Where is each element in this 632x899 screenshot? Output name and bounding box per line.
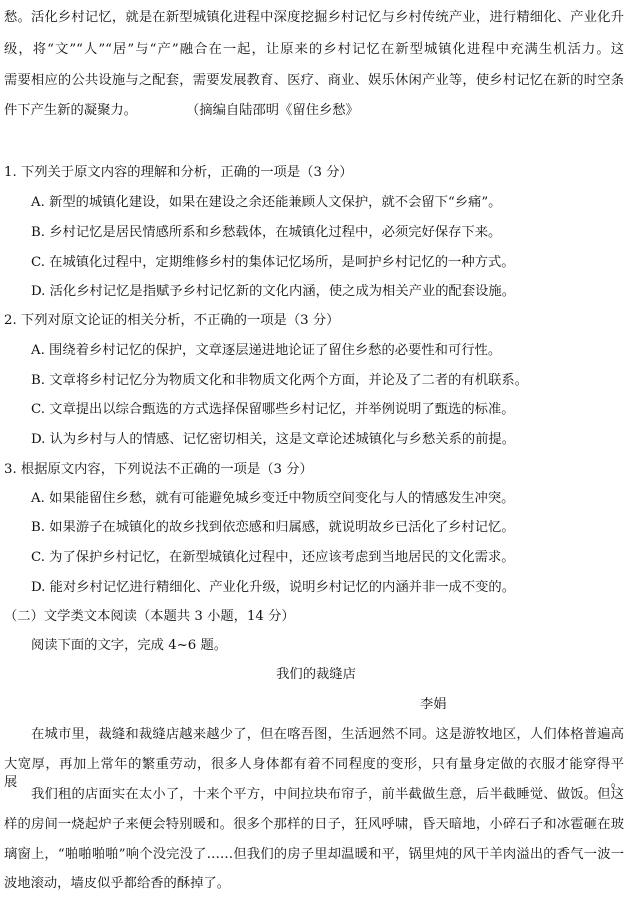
option-b: B. 乡村记忆是居民情感所系和乡愁载体，在城镇化过程中，必须完好保存下来。 <box>31 225 502 240</box>
option-b: B. 如果游子在城镇化的故乡找到依恋感和归属感，就说明故乡已活化了乡村记忆。 <box>31 520 515 535</box>
option-a: A. 围绕着乡村记忆的保护，文章逐层递进地论证了留住乡愁的必要性和可行性。 <box>31 343 502 358</box>
story-line: 样的房间一烧起炉子来便会特别暖和。很多个那样的日子，狂风呼啸，昏天暗地，小碎石子和冰雹砸在玻 <box>4 817 624 832</box>
option-c: C. 为了保护乡村记忆，在新型城镇化过程中，还应该考虑到当地居民的文化需求。 <box>31 550 515 565</box>
story-line: 我们租的店面实在太小了，十来个平方，中间拉块布帘子，前半截做生意，后半截睡觉、做饭。但这 <box>31 787 624 802</box>
option-d: D. 活化乡村记忆是指赋予乡村记忆新的文化内涵，使之成为相关产业的配套设施。 <box>31 284 516 299</box>
story-line: 大宽厚，再加上常年的繁重劳动，很多人身体都有着不同程度的变形，只有量身定做的衣服才能穿得平展。 <box>4 757 624 790</box>
passage-line: 愁。活化乡村记忆，就是在新型城镇化进程中深度挖掘乡村记忆与乡村传统产业，进行精细化、产业化升 <box>4 10 624 25</box>
option-c: C. 文章提出以综合甄选的方式选择保留哪些乡村记忆，并举例说明了甄选的标准。 <box>31 402 515 417</box>
section-instruction: 阅读下面的文字，完成 4~6 题。 <box>31 638 228 653</box>
question-stem: 1. 下列关于原文内容的理解和分析，正确的一项是（3 分） <box>4 165 353 180</box>
question-stem: 2. 下列对原文论证的相关分析，不正确的一项是（3 分） <box>4 313 340 328</box>
passage-line: 级，将“文”“人”“居”与“产”融合在一起，让原来的乡村记忆在新型城镇化进程中充满生机活力。这 <box>4 42 624 57</box>
section-heading: （二）文学类文本阅读（本题共 3 小题，14 分） <box>4 609 295 624</box>
option-d: D. 能对乡村记忆进行精细化、产业化升级，说明乡村记忆的内涵并非一成不变的。 <box>31 580 516 595</box>
option-a: A. 新型的城镇化建设，如果在建设之余还能兼顾人文保护，就不会留下“乡痛”。 <box>31 195 502 210</box>
story-line: 在城市里，裁缝和裁缝店越来越少了，但在喀吾图，生活迥然不同。这是游牧地区，人们体格普遍高 <box>31 727 624 742</box>
passage-line: 需要相应的公共设施与之配套，需要发展教育、医疗、商业、娱乐休闲产业等，使乡村记忆在新的时空条 <box>4 73 624 88</box>
story-title: 我们的裁缝店 <box>276 667 356 682</box>
passage-line: 件下产生新的凝聚力。 <box>4 103 137 118</box>
story-line: 璃窗上，“啪啪啪啪”响个没完没了……但我们的房子里却温暖和平，锅里炖的风干羊肉溢出的香气一波一 <box>4 847 624 862</box>
option-b: B. 文章将乡村记忆分为物质文化和非物质文化两个方面，并论及了二者的有机联系。 <box>31 373 528 388</box>
option-c: C. 在城镇化过程中，定期维修乡村的集体记忆场所，是呵护乡村记忆的一种方式。 <box>31 255 515 270</box>
story-line: 波地滚动，墙皮似乎都给香的酥掉了。 <box>4 876 231 891</box>
option-d: D. 认为乡村与人的情感、记忆密切相关，这是文章论述城镇化与乡愁关系的前提。 <box>31 432 516 447</box>
story-author: 李娟 <box>420 697 447 712</box>
passage-source: （摘编自陆邵明《留住乡愁》 <box>186 103 359 118</box>
question-stem: 3. 根据原文内容，下列说法不正确的一项是（3 分） <box>4 462 313 477</box>
option-a: A. 如果能留住乡愁，就有可能避免城乡变迁中物质空间变化与人的情感发生冲突。 <box>31 491 515 506</box>
